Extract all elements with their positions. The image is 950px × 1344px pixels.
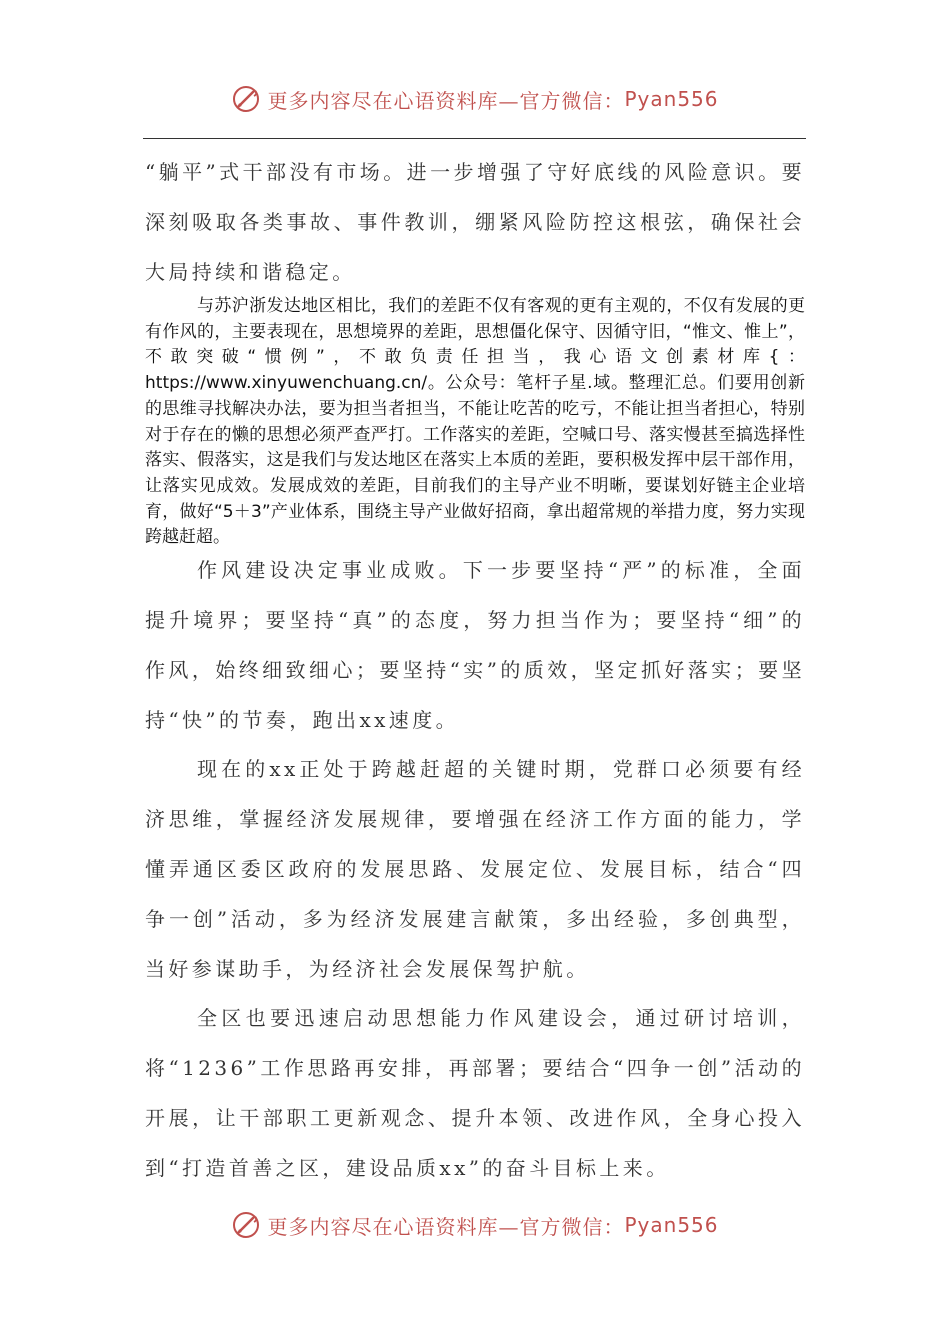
footer-watermark-handle: Pyan556: [624, 1213, 719, 1237]
quill-logo-icon: [231, 84, 261, 114]
footer-watermark-text: 更多内容尽在心语资料库—官方微信：: [267, 1214, 625, 1239]
paragraph-1: “躺平”式干部没有市场。进一步增强了守好底线的风险意识。要深刻吸取各类事故、事件教训，绷紧风险防控这根弦，确保社会大局持续和谐稳定。: [145, 160, 805, 284]
paragraph-5: 全区也要迅速启动思想能力作风建设会，通过研讨培训，将“1236”工作思路再安排，再部署；要结合“四争一创”活动的开展，让干部职工更新观念、提升本领、改进作风，全身心投入到“打造首善之区，建设品质xx”的奋斗目标上来。: [145, 1006, 805, 1180]
header-watermark-text: 更多内容尽在心语资料库—官方微信：: [267, 88, 625, 113]
paragraph-3: 作风建设决定事业成败。下一步要坚持“严”的标准，全面提升境界；要坚持“真”的态度，努力担当作为；要坚持“细”的作风，始终细致细心；要坚持“实”的质效，坚定抓好落实；要坚持“快”的节奏，跑出xx速度。: [145, 558, 805, 732]
paragraph-2: 与苏沪浙发达地区相比，我们的差距不仅有客观的更有主观的，不仅有发展的更有作风的，主要表现在，思想境界的差距，思想僵化保守、因循守旧，“惟文、惟上”，不敢突破“惯例”，不敢负责任担当，我心语文创素材库{：https://www.xinyuwenchuang.cn/。公众号：笔杆子星.域。整理汇总。们要用创新的思维寻找解决办法，要为担当者担当，不能让吃苦的吃亏，不能让担当者担心，特别对于存在的懒的思想必须严查严打。工作落实的差距，空喊口号、落实慢甚至搞选择性落实、假落实，这是我们与发达地区在落实上本质的差距，要积极发挥中层干部作用，让落实见成效。发展成效的差距，目前我们的主导产业不明晰，要谋划好链主企业培育，做好“5＋3”产业体系，围绕主导产业做好招商，拿出超常规的举措力度，努力实现跨越赶超。: [145, 296, 805, 548]
paragraph-4: 现在的xx正处于跨越赶超的关键时期，党群口必须要有经济思维，掌握经济发展规律，要增强在经济工作方面的能力，学懂弄通区委区政府的发展思路、发展定位、发展目标，结合“四争一创”活动，多为经济发展建言献策，多出经验，多创典型，当好参谋助手，为经济社会发展保驾护航。: [145, 757, 805, 981]
header-watermark: [0, 84, 950, 114]
footer-watermark: [0, 1210, 950, 1240]
header-watermark-handle: Pyan556: [624, 87, 719, 111]
quill-logo-icon: [231, 1210, 261, 1240]
header-divider: [143, 138, 806, 139]
